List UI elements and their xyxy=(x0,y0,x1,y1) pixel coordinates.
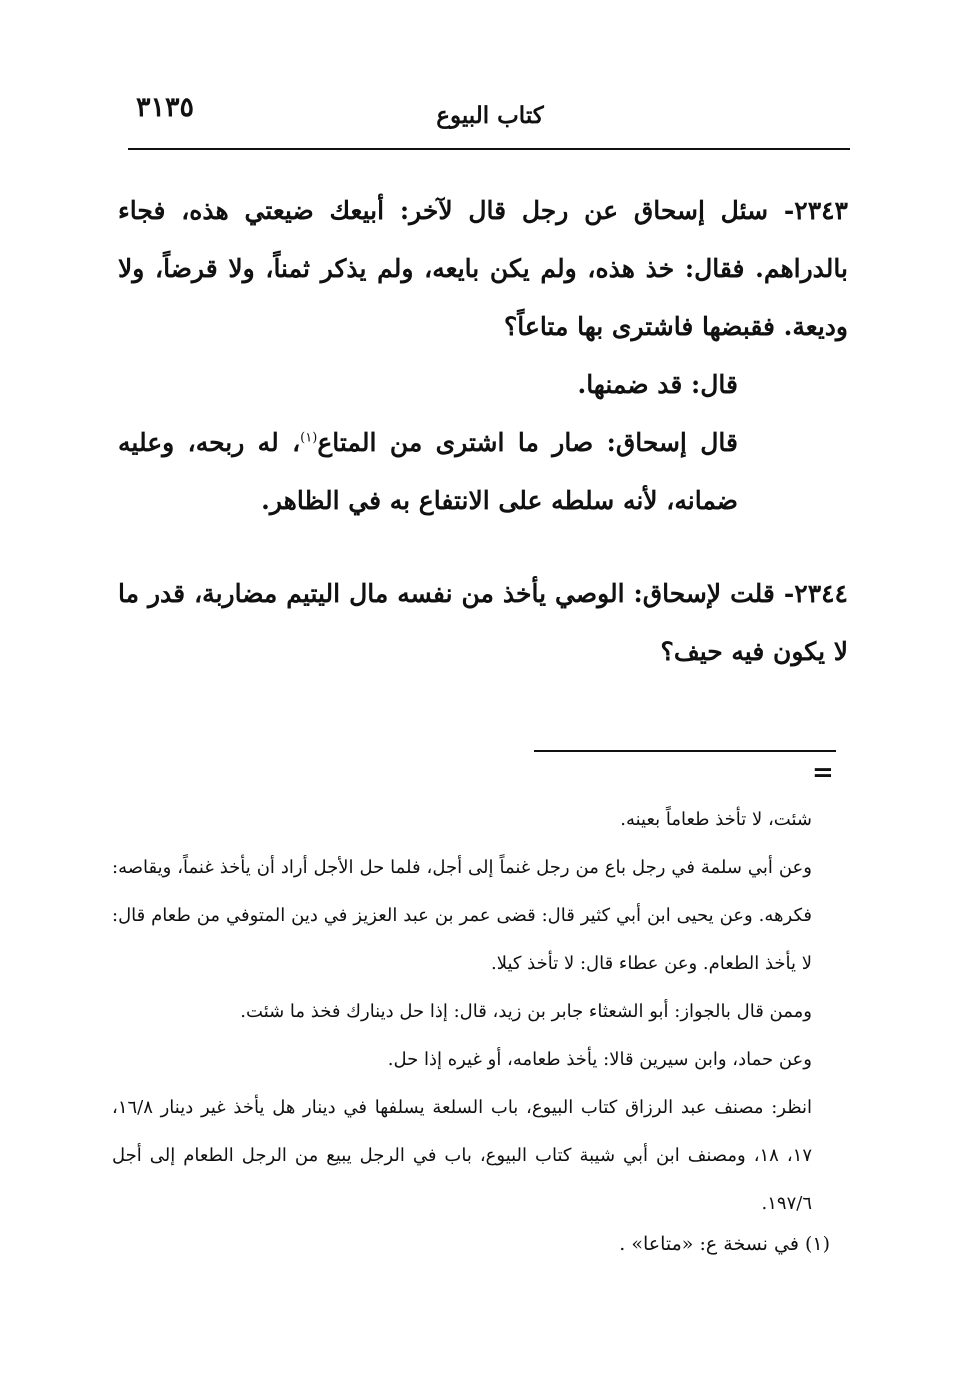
footnote-line: وعن حماد، وابن سيرين قالا: يأخذ طعامه، أو غيره إذا حل. xyxy=(387,1049,812,1070)
entry-paragraph xyxy=(118,565,848,681)
continuation-mark: = xyxy=(812,758,834,788)
footnotes xyxy=(112,796,812,1228)
entry-2343 xyxy=(118,182,848,530)
entry-paragraph xyxy=(118,182,848,356)
page-number: ٣١٣٥ xyxy=(136,92,195,123)
entry-text: قلت لإسحاق: الوصي يأخذ من نفسه مال اليتيم مضاربة، قدر ما لا يكون فيه حيف؟ xyxy=(118,579,848,666)
header-rule xyxy=(128,148,850,150)
running-title: كتاب البيوع xyxy=(436,102,544,129)
footnote-1: (١) في نسخة ع: «متاعا» . xyxy=(619,1233,830,1255)
footnote-line: انظر: مصنف عبد الرزاق كتاب البيوع، باب السلعة يسلفها في دينار هل يأخذ غير دينار ١٦/٨، ١٧، ١٨، ومصنف ابن أبي شيبة كتاب البيوع، باب في الرجل يبيع من الرجل الطعام إلى أجل ١٩٧/٦. xyxy=(112,1097,812,1214)
footnote-line: وعن أبي سلمة في رجل باع من رجل غنماً إلى أجل، فلما حل الأجل أراد أن يأخذ غنماً، ويقاصه: فكرهه. وعن يحيى ابن أبي كثير قال: قضى عمر بن عبد العزيز في دين المتوفي من طعام قال: لا يأخذ الطعام. وعن عطاء قال: لا تأخذ كيلا. xyxy=(112,857,812,974)
entry-paragraph xyxy=(118,414,848,530)
entry-number: ٢٣٤٣- xyxy=(783,196,848,225)
footnote-rule xyxy=(534,750,836,752)
entry-2344 xyxy=(118,565,848,681)
entry-paragraph xyxy=(118,356,848,414)
entry-text: قال: قد ضمنها. xyxy=(577,370,738,399)
footnote-line: شئت، لا تأخذ طعاماً بعينه. xyxy=(620,809,812,830)
entry-text: ، له ربحه، وعليه ضمانه، لأنه سلطه على الانتفاع به في الظاهر. xyxy=(118,428,738,515)
footnote-line: وممن قال بالجواز: أبو الشعثاء جابر بن زيد، قال: إذا حل دينارك فخذ ما شئت. xyxy=(240,1001,812,1022)
entry-number: ٢٣٤٤- xyxy=(783,579,848,608)
footnote-reference[interactable]: (١) xyxy=(300,430,318,446)
entry-text: قال إسحاق: صار ما اشترى من المتاع xyxy=(317,428,738,457)
entry-text: سئل إسحاق عن رجل قال لآخر: أبيعك ضيعتي هذه، فجاء بالدراهم. فقال: خذ هذه، ولم يكن بايعه، ولم يذكر ثمناً، ولا قرضاً، ولا وديعة. فقبضها فاشترى بها متاعاً؟ xyxy=(118,196,848,341)
